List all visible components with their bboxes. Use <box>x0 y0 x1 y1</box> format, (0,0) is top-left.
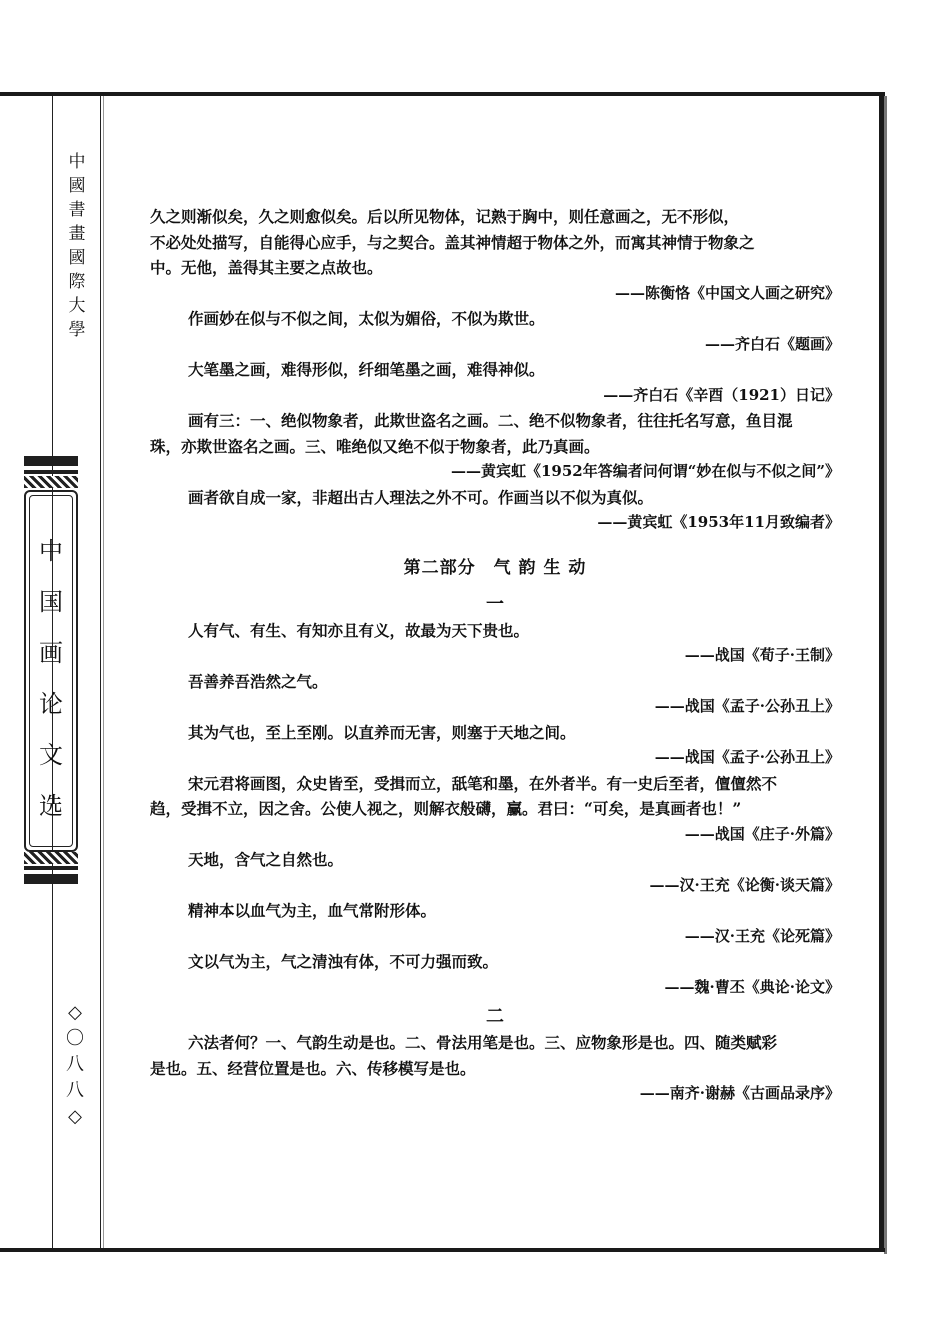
book-title: 中 国 画 论 文 选 <box>39 537 63 820</box>
quote-text: 人有气、有生、有知亦且有义，故最为天下贵也。 <box>188 620 530 640</box>
quote-text: 其为气也，至上至刚。以直养而无害，则塞于天地之间。 <box>188 722 576 742</box>
university-name: 中 國 書 畫 國 際 大 學 <box>68 152 86 340</box>
cartouche-bar <box>24 470 78 474</box>
section-number: 二 <box>486 1006 504 1027</box>
text-line: 久之则渐似矣，久之则愈似矣。后以所见物体，记熟于胸中，则任意画之，无不形似， <box>150 207 740 226</box>
frame-top-border <box>0 92 885 96</box>
quote-source: ——陈衡恪《中国文人画之研究》 <box>614 283 840 302</box>
page-number: ◇ 〇 八 八 ◇ <box>66 1002 84 1127</box>
quote-source: ——战国《孟子·公孙丑上》 <box>654 748 840 766</box>
sidebar-rule-right <box>100 96 101 1248</box>
text-line: 不必处处描写，自能得心应手，与之契合。盖其神情超于物体之外，而寓其神情于物象之 <box>150 232 755 252</box>
cartouche-ornament <box>24 852 78 864</box>
quote-text: 作画妙在似与不似之间，太似为媚俗，不似为欺世。 <box>188 309 545 328</box>
quote-text: 精神本以血气为主，血气常附形体。 <box>188 901 437 920</box>
quote-source: ——南齐·谢赫《古画品录序》 <box>639 1084 840 1102</box>
quote-text: 吾善养吾浩然之气。 <box>188 671 328 691</box>
quote-source: ——黄宾虹《1953年11月致编者》 <box>597 513 840 531</box>
quote-source: ——汉·王充《论衡·谈天篇》 <box>649 875 840 894</box>
quote-text: 天地，含气之自然也。 <box>188 850 344 869</box>
quote-source: ——齐白石《题画》 <box>704 334 840 353</box>
section-number: 一 <box>486 593 504 615</box>
frame-bottom-border <box>0 1248 885 1252</box>
quote-source: ——战国《庄子·外篇》 <box>684 824 840 843</box>
text-line: 珠，亦欺世盗名之画。三、唯绝似又绝不似于物象者，此乃真画。 <box>150 436 600 456</box>
cartouche-bar <box>24 874 78 884</box>
cartouche-ornament <box>24 476 78 488</box>
cartouche-bar <box>24 456 78 466</box>
part-heading: 第二部分 气 韵 生 动 <box>403 557 587 578</box>
text-line: 中。无他，盖得其主要之点故也。 <box>150 258 383 277</box>
quote-source: ——魏·曹丕《典论·论文》 <box>664 977 840 996</box>
quote-source: ——战国《荀子·王制》 <box>684 646 840 664</box>
frame-shadow <box>884 96 887 1254</box>
quote-source: ——黄宾虹《1952年答编者问何谓“妙在似与不似之间”》 <box>450 462 840 480</box>
quote-source: ——汉·王充《论死篇》 <box>684 926 840 945</box>
quote-source: ——战国《孟子·公孙丑上》 <box>654 697 840 715</box>
text-line: 六法者何？一、气韵生动是也。二、骨法用笔是也。三、应物象形是也。四、随类赋彩 <box>188 1033 778 1052</box>
sidebar-rule-inner <box>103 96 104 1248</box>
text-line: 画有三：一、绝似物象者，此欺世盗名之画。二、绝不似物象者，往往托名写意，鱼目混 <box>188 411 793 430</box>
main-text <box>150 204 840 1107</box>
title-cartouche <box>20 456 82 884</box>
text-line: 是也。五、经营位置是也。六、传移模写是也。 <box>150 1058 476 1078</box>
quote-source: ——齐白石《辛酉（1921）日记》 <box>603 385 840 404</box>
text-line: 宋元君将画图，众史皆至，受揖而立，舐笔和墨，在外者半。有一史后至者，儃儃然不 <box>188 773 778 793</box>
text-line: 趋，受揖不立，因之舍。公使人视之，则解衣般礴，臝。君曰：“可矣，是真画者也！” <box>150 799 742 818</box>
cartouche-bar <box>24 866 78 870</box>
quote-text: 大笔墨之画，难得形似，纤细笔墨之画，难得神似。 <box>188 360 545 379</box>
quote-text: 画者欲自成一家，非超出古人理法之外不可。作画当以不似为真似。 <box>188 487 654 507</box>
quote-text: 文以气为主，气之清浊有体，不可力强而致。 <box>188 952 499 971</box>
